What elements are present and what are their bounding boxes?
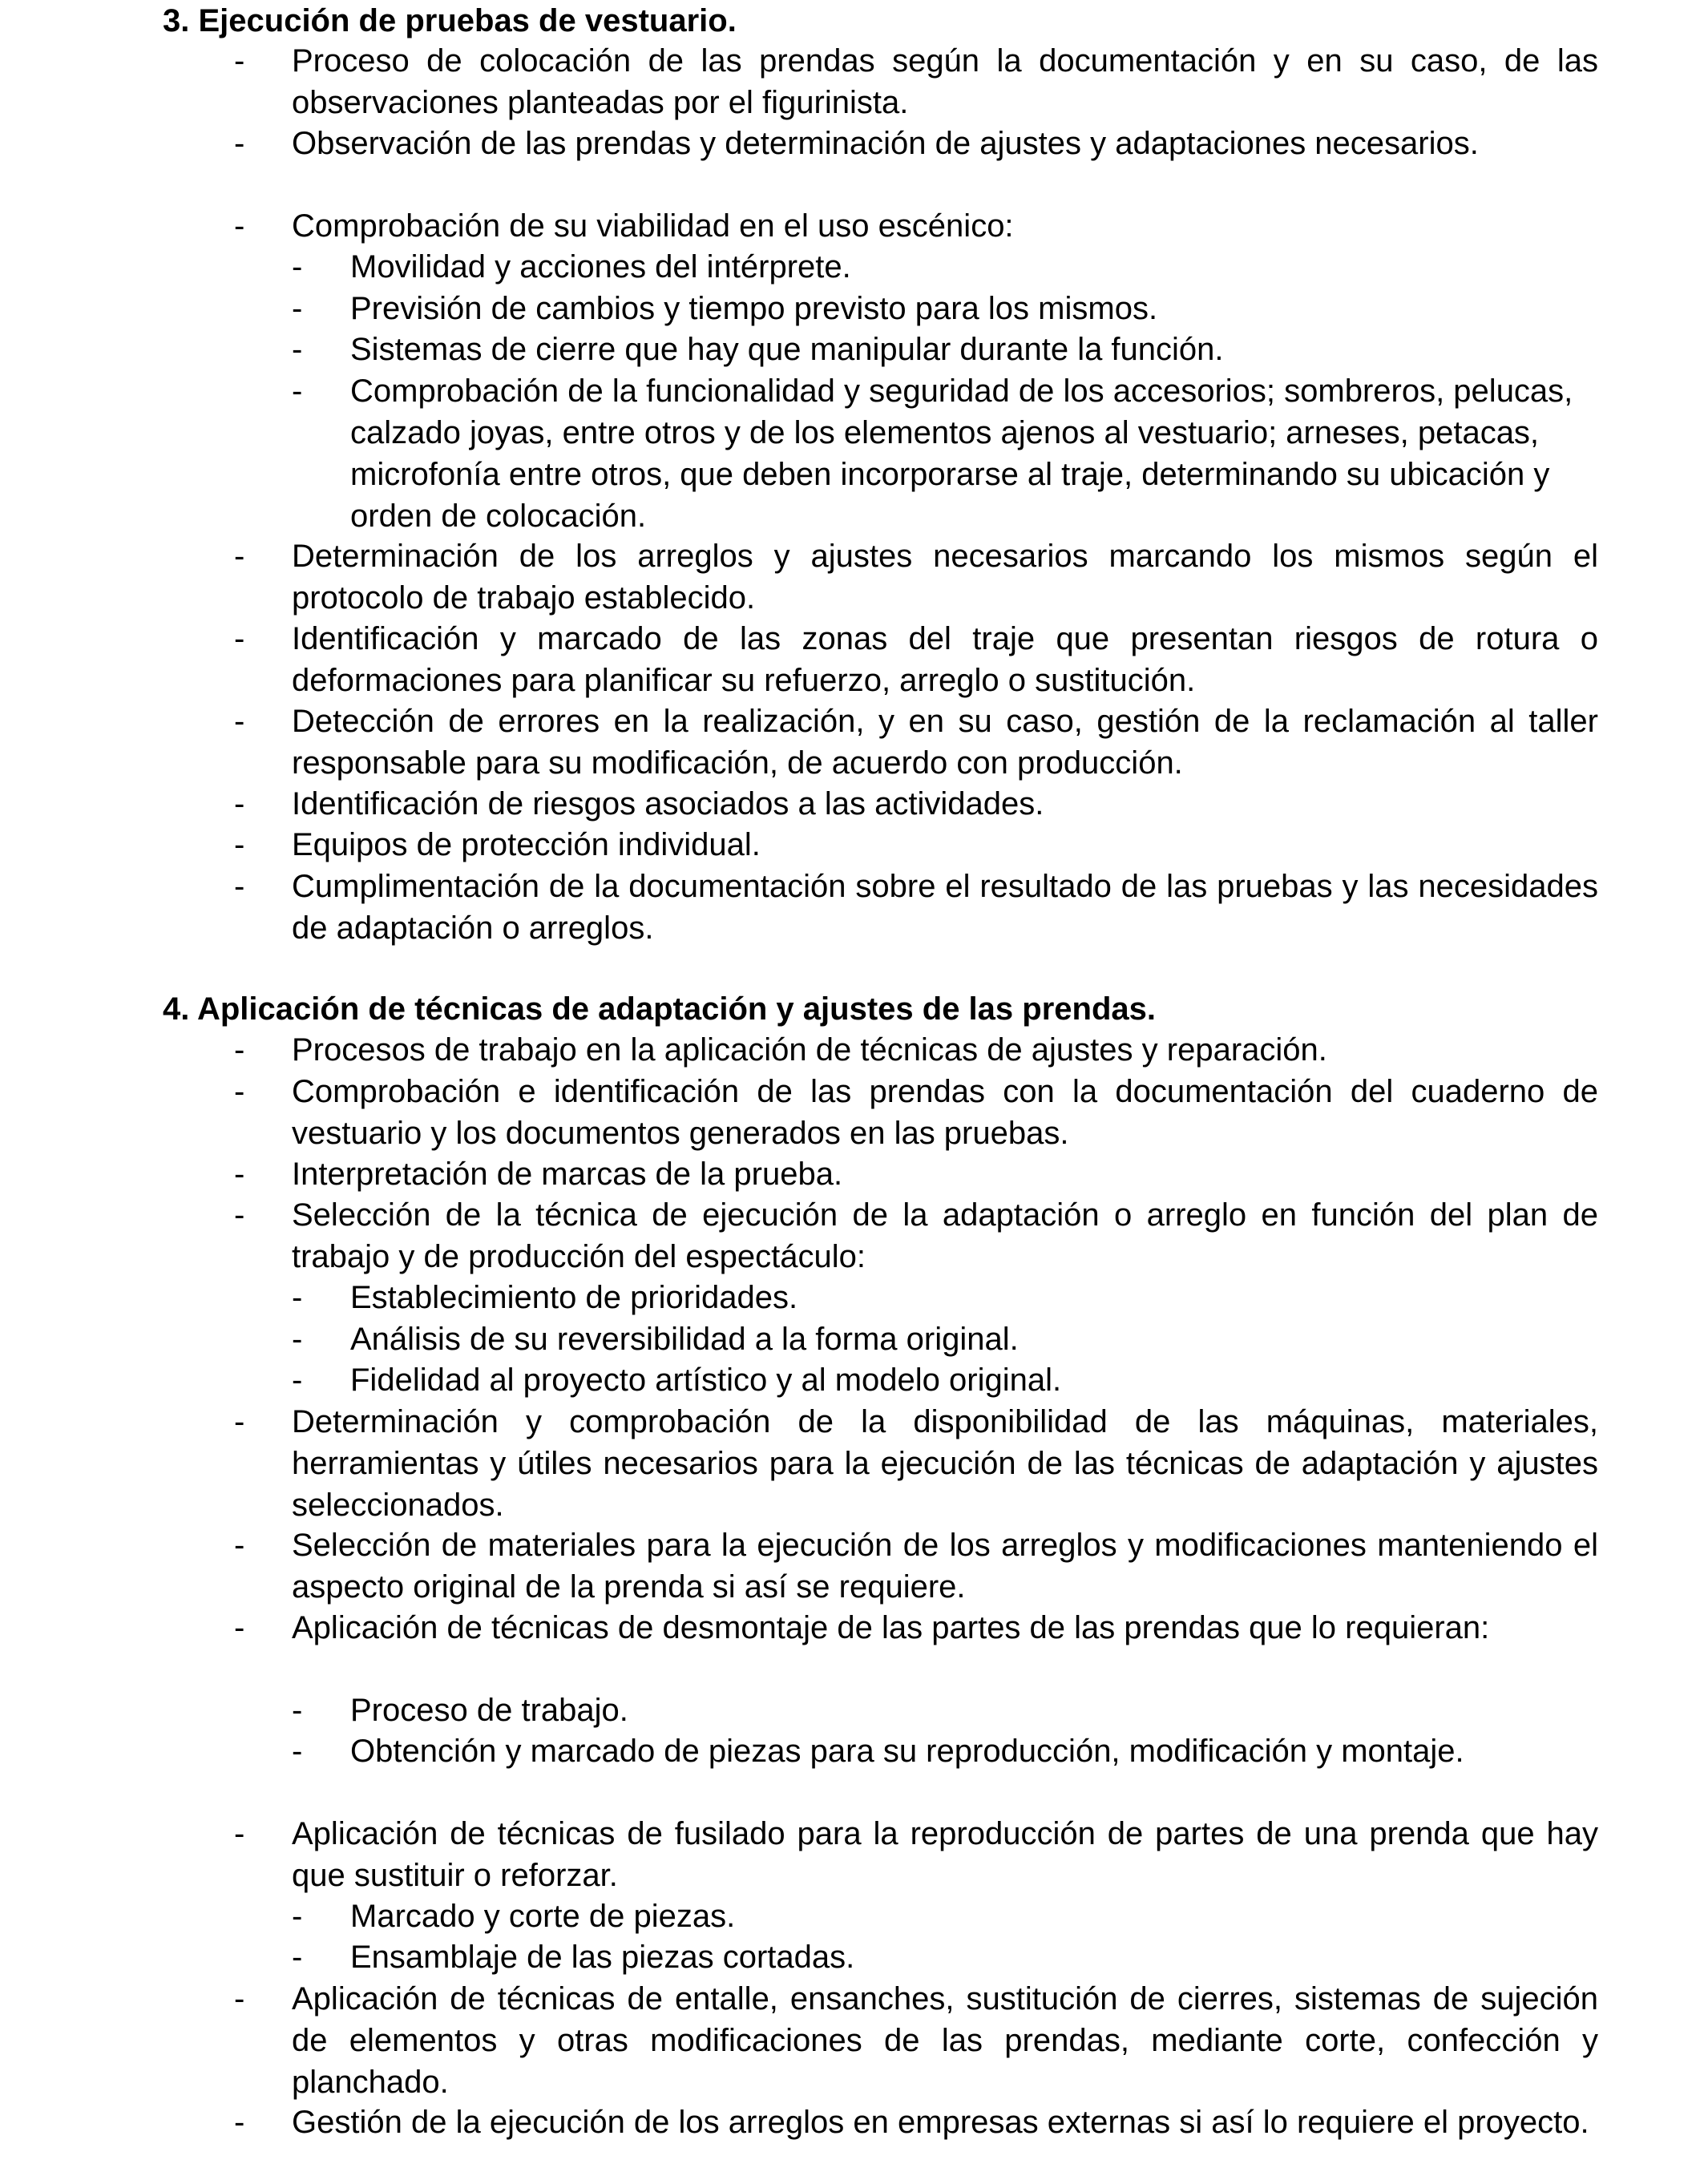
list-item — [0, 618, 1598, 701]
sub-list-item — [0, 288, 1598, 329]
sub-list-item — [0, 1895, 1598, 1937]
list-item-text: Identificación y marcado de las zonas del traje que presentan riesgos de rotura o deformaciones para planificar su refuerzo, arreglo o sustitución. — [292, 621, 1598, 698]
bullet-dash: - — [234, 1610, 245, 1645]
list-item-text: Aplicación de técnicas de fusilado para la reproducción de partes de una prenda que hay que sustituir o reforzar. — [292, 1816, 1598, 1893]
list-item-text: Observación de las prendas y determinación de ajustes y adaptaciones necesarios. — [292, 126, 1479, 161]
sub-list-item-text: Obtención y marcado de piezas para su reproducción, modificación y montaje. — [350, 1734, 1464, 1769]
bullet-dash: - — [234, 1032, 245, 1068]
bullet-dash: - — [234, 1528, 245, 1563]
list-item — [0, 1153, 1598, 1195]
list-item — [0, 1524, 1598, 1608]
bullet-dash: - — [234, 1981, 245, 2016]
list-item-text: Determinación y comprobación de la disponibilidad de las máquinas, materiales, herramientas y útiles necesarios para la ejecución de las técnicas de adaptación y ajustes seleccionados. — [292, 1404, 1598, 1523]
bullet-dash: - — [234, 1816, 245, 1851]
list-item-text: Gestión de la ejecución de los arreglos en empresas externas si así lo requiere el proyecto. — [292, 2105, 1589, 2140]
bullet-dash: - — [292, 1940, 303, 1975]
sub-list-item-text: Movilidad y acciones del intérprete. — [350, 249, 851, 285]
bullet-dash: - — [234, 43, 245, 79]
list-item — [0, 123, 1598, 164]
bullet-dash: - — [234, 621, 245, 656]
list-item — [0, 824, 1598, 866]
sub-list-item-text: Análisis de su reversibilidad a la forma original. — [350, 1322, 1019, 1357]
bullet-dash: - — [292, 1362, 303, 1398]
bullet-dash: - — [234, 208, 245, 244]
sub-list-item — [0, 1689, 1598, 1731]
sub-list-item — [0, 1359, 1598, 1401]
bullet-dash: - — [292, 1280, 303, 1315]
list-item — [0, 866, 1598, 949]
sub-list-item — [0, 370, 1598, 537]
bullet-dash: - — [292, 373, 303, 409]
list-item — [0, 535, 1598, 619]
sub-list-item — [0, 246, 1598, 288]
list-item — [0, 1029, 1598, 1071]
bullet-dash: - — [234, 1074, 245, 1109]
sub-list-item — [0, 1936, 1598, 1978]
bullet-dash: - — [234, 786, 245, 822]
section-heading: 3. Ejecución de pruebas de vestuario. — [163, 3, 737, 38]
sub-list-item-text: Proceso de trabajo. — [350, 1693, 628, 1728]
list-item-text: Comprobación de su viabilidad en el uso escénico: — [292, 208, 1014, 244]
bullet-dash: - — [234, 539, 245, 574]
bullet-dash: - — [234, 704, 245, 739]
list-item-text: Detección de errores en la realización, y en su caso, gestión de la reclamación al taller responsable para su modificación, de acuerdo con producción. — [292, 704, 1598, 781]
list-item — [0, 1194, 1598, 1278]
list-item — [0, 1813, 1598, 1896]
bullet-dash: - — [234, 827, 245, 862]
list-item — [0, 783, 1598, 825]
sub-list-item — [0, 329, 1598, 370]
list-item-text: Equipos de protección individual. — [292, 827, 761, 862]
list-item-text: Procesos de trabajo en la aplicación de técnicas de ajustes y reparación. — [292, 1032, 1327, 1068]
bullet-dash: - — [234, 1157, 245, 1192]
section-heading: 4. Aplicación de técnicas de adaptación y ajustes de las prendas. — [163, 991, 1156, 1027]
bullet-dash: - — [292, 1693, 303, 1728]
bullet-dash: - — [292, 249, 303, 285]
sub-list-item — [0, 1318, 1598, 1360]
bullet-dash: - — [292, 1899, 303, 1934]
sub-list-item-text: Comprobación de la funcionalidad y seguridad de los accesorios; sombreros, pelucas, calzado joyas, entre otros y de los elementos ajenos al vestuario; arneses, petacas, microfonía entre otros, que deben incorporarse al traje, determinando su ubicación y orden de colocación. — [350, 373, 1573, 534]
list-item-text: Selección de materiales para la ejecución de los arreglos y modificaciones manteniendo el aspecto original de la prenda si así se requiere. — [292, 1528, 1598, 1605]
list-item-text: Determinación de los arreglos y ajustes necesarios marcando los mismos según el protocolo de trabajo establecido. — [292, 539, 1598, 616]
bullet-dash: - — [292, 1322, 303, 1357]
sub-list-item-text: Establecimiento de prioridades. — [350, 1280, 798, 1315]
bullet-dash: - — [292, 1734, 303, 1769]
list-item-text: Proceso de colocación de las prendas según la documentación y en su caso, de las observaciones planteadas por el figurinista. — [292, 43, 1598, 120]
bullet-dash: - — [234, 869, 245, 904]
list-item — [0, 1401, 1598, 1526]
list-item — [0, 1071, 1598, 1154]
sub-list-item — [0, 1730, 1472, 1772]
bullet-dash: - — [234, 126, 245, 161]
sub-list-item-text: Previsión de cambios y tiempo previsto para los mismos. — [350, 291, 1158, 326]
sub-list-item — [0, 1277, 1598, 1318]
list-item-text: Interpretación de marcas de la prueba. — [292, 1157, 843, 1192]
list-item — [0, 700, 1598, 784]
list-item — [0, 1607, 1598, 1649]
list-item-text: Aplicación de técnicas de entalle, ensanches, sustitución de cierres, sistemas de sujeción de elementos y otras modificaciones de las prendas, mediante corte, confección y planchado. — [292, 1981, 1598, 2100]
sub-list-item-text: Ensamblaje de las piezas cortadas. — [350, 1940, 855, 1975]
sub-list-item-text: Marcado y corte de piezas. — [350, 1899, 736, 1934]
bullet-dash: - — [234, 1404, 245, 1439]
bullet-dash: - — [292, 332, 303, 367]
list-item — [0, 2101, 1598, 2143]
list-item-text: Identificación de riesgos asociados a las actividades. — [292, 786, 1044, 822]
list-item-text: Aplicación de técnicas de desmontaje de las partes de las prendas que lo requieran: — [292, 1610, 1490, 1645]
list-item — [0, 205, 1598, 247]
list-item-text: Comprobación e identificación de las prendas con la documentación del cuaderno de vestuario y los documentos generados en las pruebas. — [292, 1074, 1598, 1151]
bullet-dash: - — [234, 2105, 245, 2140]
list-item — [0, 1978, 1598, 2103]
sub-list-item-text: Sistemas de cierre que hay que manipular durante la función. — [350, 332, 1224, 367]
list-item — [0, 40, 1598, 123]
list-item-text: Cumplimentación de la documentación sobre el resultado de las pruebas y las necesidades de adaptación o arreglos. — [292, 869, 1598, 946]
bullet-dash: - — [234, 1197, 245, 1233]
bullet-dash: - — [292, 291, 303, 326]
sub-list-item-text: Fidelidad al proyecto artístico y al modelo original. — [350, 1362, 1062, 1398]
list-item-text: Selección de la técnica de ejecución de la adaptación o arreglo en función del plan de trabajo y de producción del espectáculo: — [292, 1197, 1598, 1274]
